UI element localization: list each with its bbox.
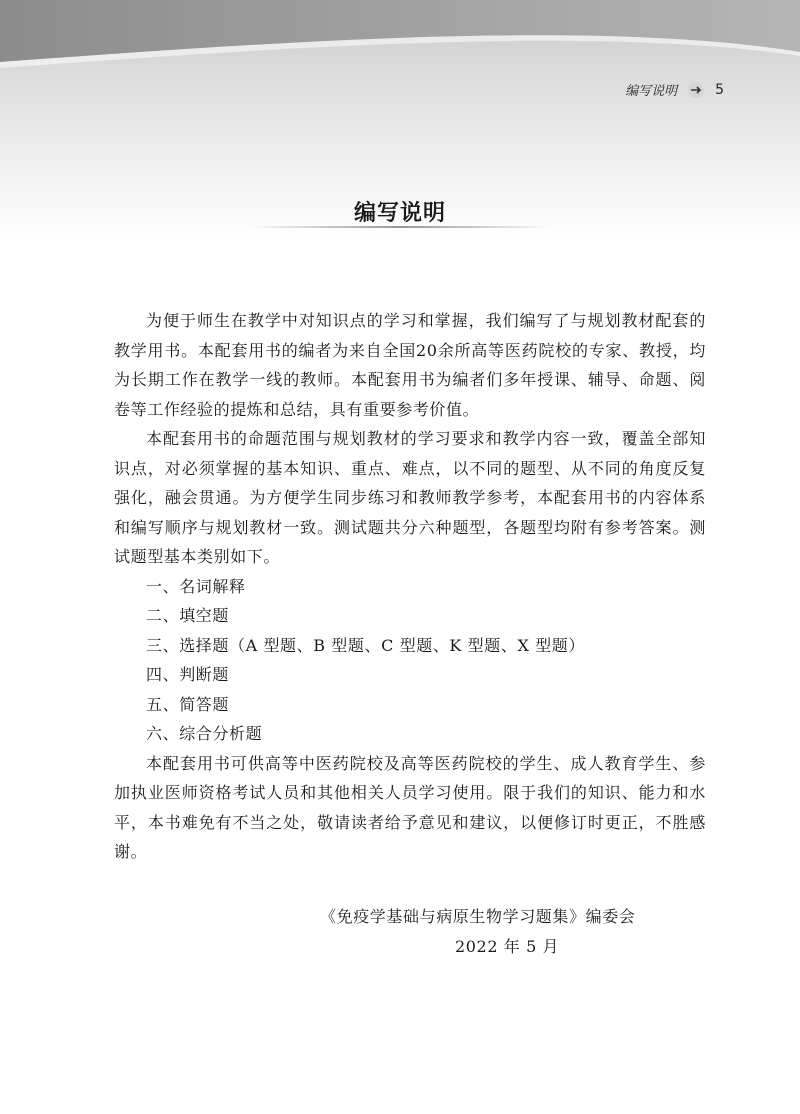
paragraph-intro: 为便于师生在教学中对知识点的学习和掌握，我们编写了与规划教材配套的教学用书。本配套用书的编者为来自全国20余所高等医药院校的专家、教授，均为长期工作在教学一线的教师。本配套用书为编者们多年授课、辅导、命题、阅卷等工作经验的提炼和总结，具有重要参考价值。 [114,311,706,419]
list-item: 六、综合分析题 [146,724,263,743]
paragraph-audience: 本配套用书可供高等中医药院校及高等医药院校的学生、成人教育学生、参加执业医师资格考试人员和其他相关人员学习使用。限于我们的知识、能力和水平，本书难免有不当之处，敬请读者给予意见和建议，以便修订时更正，不胜感谢。 [114,753,706,861]
paragraph-scope: 本配套用书的命题范围与规划教材的学习要求和教学内容一致，覆盖全部知识点，对必须掌握的基本知识、重点、难点，以不同的题型、从不同的角度反复强化，融会贯通。为方便学生同步练习和教师教学参考，本配套用书的内容体系和编写顺序与规划教材一致。测试题共分六种题型，各题型均附有参考答案。测试题型基本类别如下。 [114,429,706,566]
signature-date: 2022 年 5 月 [455,937,560,956]
page-number: 5 [715,81,724,98]
list-item: 五、简答题 [146,694,230,714]
list-item: 二、填空题 [146,606,230,625]
title-underline [250,226,550,228]
running-head-title: 编写说明 [625,84,678,99]
arrow-right-icon [687,81,705,99]
body-text [114,306,706,867]
signature-editor: 《免疫学基础与病原生物学习题集》编委会 [320,907,636,926]
list-item: 一、名词解释 [146,576,246,596]
list-item: 四、判断题 [146,665,230,684]
list-item: 三、选择题（A 型题、B 型题、C 型题、K 型题、X 型题） [146,635,585,655]
page-title: 编写说明 [353,201,446,226]
running-head [625,80,724,99]
